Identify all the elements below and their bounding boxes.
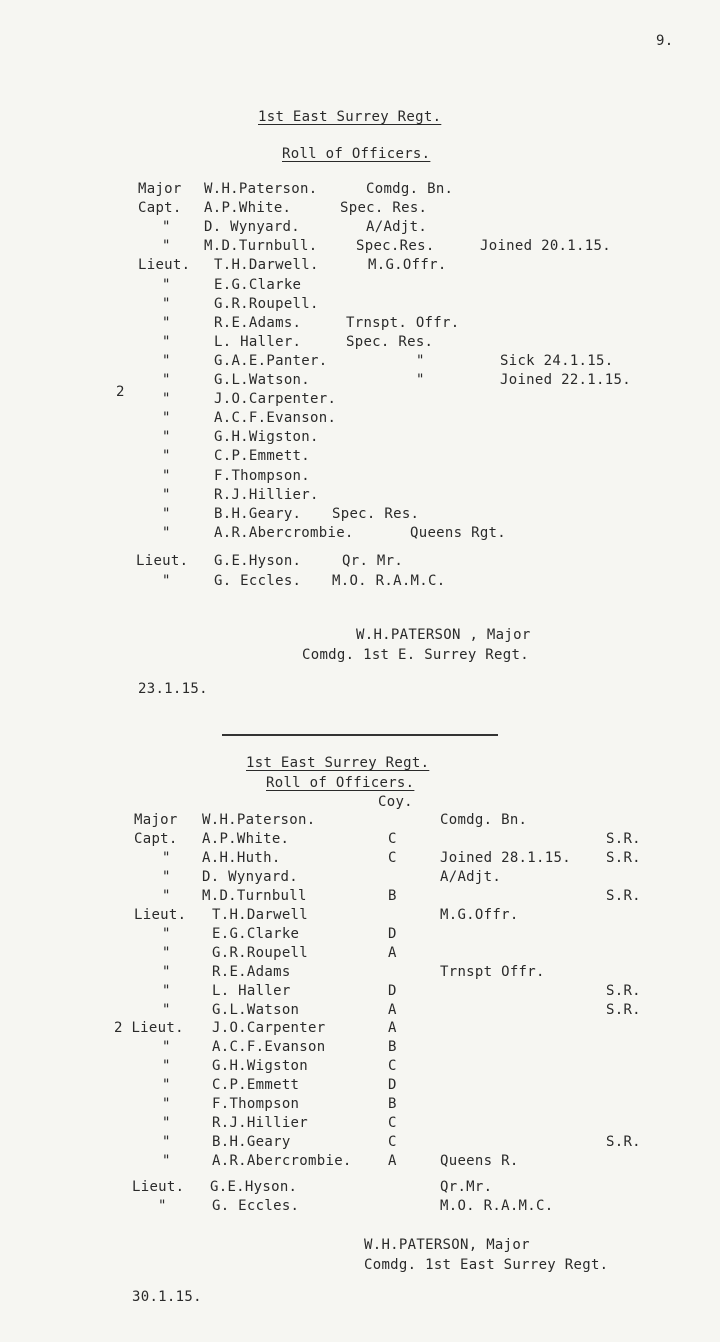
roll1-note: Spec. Res. — [332, 506, 420, 522]
roll2-officer-name: T.H.Darwell — [212, 907, 309, 923]
roll2-rank: " — [162, 1134, 171, 1150]
roll2-rank: " — [162, 964, 171, 980]
roll2-qm-name: G.E.Hyson. — [210, 1179, 298, 1195]
roll2-coy: C — [388, 850, 397, 866]
roll1-officer-name: L. Haller. — [214, 334, 302, 350]
roll2-officer-name: C.P.Emmett — [212, 1077, 300, 1093]
roll2-qm-name: G. Eccles. — [212, 1198, 300, 1214]
roll2-subheading: Roll of Officers. — [266, 775, 415, 791]
roll2-officer-name: D. Wynyard. — [202, 869, 299, 885]
roll2-officer-name: B.H.Geary — [212, 1134, 291, 1150]
roll2-note: M.G.Offr. — [440, 907, 519, 923]
roll1-qm-note: Qr. Mr. — [342, 553, 404, 569]
roll1-officer-name: G.L.Watson. — [214, 372, 311, 388]
roll1-officer-name: A.R.Abercrombie. — [214, 525, 354, 541]
roll1-rank: " — [162, 487, 171, 503]
roll2-officer-name: A.P.White. — [202, 831, 290, 847]
roll2-rank: " — [162, 926, 171, 942]
roll1-qm-rank: " — [162, 573, 171, 589]
roll1-officer-name: D. Wynyard. — [204, 219, 301, 235]
roll2-officer-name: E.G.Clarke — [212, 926, 300, 942]
roll1-officer-name: T.H.Darwell. — [214, 257, 319, 273]
roll1-note: Spec.Res. — [356, 238, 435, 254]
roll2-officer-name: M.D.Turnbull — [202, 888, 307, 904]
roll2-officer-name: G.R.Roupell — [212, 945, 309, 961]
roll2-rank: Capt. — [134, 831, 178, 847]
roll1-qm-name: G.E.Hyson. — [214, 553, 302, 569]
roll2-signature-title: Comdg. 1st East Surrey Regt. — [364, 1257, 609, 1273]
roll2-heading: 1st East Surrey Regt. — [246, 755, 430, 771]
roll1-extra-note: Joined 22.1.15. — [500, 372, 631, 388]
roll1-note: Trnspt. Offr. — [346, 315, 460, 331]
roll2-officer-name: L. Haller — [212, 983, 291, 999]
roll1-officer-name: W.H.Paterson. — [204, 181, 318, 197]
roll2-reserve: S.R. — [606, 831, 641, 847]
roll1-rank: " — [162, 238, 171, 254]
roll1-rank: " — [162, 315, 171, 331]
roll2-rank: " — [162, 1153, 171, 1169]
roll1-officer-name: J.O.Carpenter. — [214, 391, 337, 407]
roll1-rank: Capt. — [138, 200, 182, 216]
roll2-officer-name: G.L.Watson — [212, 1002, 300, 1018]
roll1-officer-name: G.A.E.Panter. — [214, 353, 328, 369]
roll1-officer-name: R.J.Hillier. — [214, 487, 319, 503]
roll1-rank: " — [162, 506, 171, 522]
roll2-qm-rank: " — [158, 1198, 167, 1214]
roll2-qm-rank: Lieut. — [132, 1179, 185, 1195]
roll2-qm-note: Qr.Mr. — [440, 1179, 493, 1195]
roll2-reserve: S.R. — [606, 983, 641, 999]
roll1-rank: " — [162, 468, 171, 484]
page-number: 9. — [656, 33, 674, 49]
roll2-rank: Lieut. — [134, 907, 187, 923]
roll1-note: A/Adjt. — [366, 219, 428, 235]
roll2-coy: C — [388, 1115, 397, 1131]
roll2-rank: " — [162, 850, 171, 866]
roll2-coy: D — [388, 983, 397, 999]
roll2-rank: Major — [134, 812, 178, 828]
roll1-rank: " — [162, 410, 171, 426]
roll2-coy: A — [388, 1002, 397, 1018]
roll2-note: Comdg. Bn. — [440, 812, 528, 828]
roll1-rank: " — [162, 525, 171, 541]
roll2-rank: " — [162, 1058, 171, 1074]
roll1-rank: " — [162, 296, 171, 312]
roll2-coy: A — [388, 1020, 397, 1036]
roll1-officer-name: A.C.F.Evanson. — [214, 410, 337, 426]
roll2-reserve: S.R. — [606, 888, 641, 904]
roll1-officer-name: E.G.Clarke — [214, 277, 302, 293]
roll1-rank: " — [162, 219, 171, 235]
roll1-rank: " — [162, 448, 171, 464]
roll2-note: Trnspt Offr. — [440, 964, 545, 980]
roll2-note: A/Adjt. — [440, 869, 502, 885]
roll1-officer-name: B.H.Geary. — [214, 506, 302, 522]
roll2-officer-name: F.Thompson — [212, 1096, 300, 1112]
roll2-date: 30.1.15. — [132, 1289, 202, 1305]
roll1-rank: " — [162, 353, 171, 369]
roll2-officer-name: A.R.Abercrombie. — [212, 1153, 352, 1169]
roll2-officer-name: G.H.Wigston — [212, 1058, 309, 1074]
roll2-note: Joined 28.1.15. — [440, 850, 571, 866]
roll2-reserve: S.R. — [606, 1002, 641, 1018]
roll2-officer-name: R.E.Adams — [212, 964, 291, 980]
roll2-rank: " — [162, 869, 171, 885]
roll2-rank: " — [162, 1039, 171, 1055]
roll1-rank: Major — [138, 181, 182, 197]
roll2-rank: 2 Lieut. — [114, 1020, 184, 1036]
roll1-officer-name: C.P.Emmett. — [214, 448, 311, 464]
roll2-coy: A — [388, 1153, 397, 1169]
roll2-reserve: S.R. — [606, 1134, 641, 1150]
roll1-note: " — [416, 353, 425, 369]
roll1-rank: " — [162, 391, 171, 407]
roll2-rank: " — [162, 1002, 171, 1018]
roll1-officer-name: A.P.White. — [204, 200, 292, 216]
roll1-heading: 1st East Surrey Regt. — [258, 109, 442, 125]
roll2-officer-name: R.J.Hillier — [212, 1115, 309, 1131]
roll2-rank: " — [162, 888, 171, 904]
roll2-officer-name: W.H.Paterson. — [202, 812, 316, 828]
roll2-coy: B — [388, 888, 397, 904]
roll2-rank: " — [162, 1115, 171, 1131]
roll1-note: " — [416, 372, 425, 388]
roll2-qm-note: M.O. R.A.M.C. — [440, 1198, 554, 1214]
roll2-rank: " — [162, 1096, 171, 1112]
roll1-officer-name: F.Thompson. — [214, 468, 311, 484]
roll2-coy: C — [388, 1134, 397, 1150]
roll2-coy: D — [388, 1077, 397, 1093]
roll2-note: Queens R. — [440, 1153, 519, 1169]
roll2-coy: D — [388, 926, 397, 942]
roll2-officer-name: A.H.Huth. — [202, 850, 281, 866]
roll1-officer-name: G.H.Wigston. — [214, 429, 319, 445]
roll1-subheading: Roll of Officers. — [282, 146, 431, 162]
roll2-coy: A — [388, 945, 397, 961]
roll1-officer-name: R.E.Adams. — [214, 315, 302, 331]
roll1-rank: " — [162, 277, 171, 293]
roll2-coy: B — [388, 1039, 397, 1055]
roll2-coy: B — [388, 1096, 397, 1112]
roll1-margin-note: 2 — [116, 384, 125, 400]
roll2-coy: C — [388, 1058, 397, 1074]
roll1-date: 23.1.15. — [138, 681, 208, 697]
roll2-coy: C — [388, 831, 397, 847]
roll2-coy-header: Coy. — [378, 794, 413, 810]
roll1-rank: " — [162, 429, 171, 445]
section-divider — [222, 734, 498, 736]
roll1-officer-name: G.R.Roupell. — [214, 296, 319, 312]
roll2-reserve: S.R. — [606, 850, 641, 866]
roll1-note: Spec. Res. — [340, 200, 428, 216]
roll1-note: Queens Rgt. — [410, 525, 507, 541]
roll1-signature-title: Comdg. 1st E. Surrey Regt. — [302, 647, 529, 663]
roll1-note: Comdg. Bn. — [366, 181, 454, 197]
roll1-note: Spec. Res. — [346, 334, 434, 350]
roll2-officer-name: A.C.F.Evanson — [212, 1039, 326, 1055]
roll1-rank: " — [162, 372, 171, 388]
roll1-extra-note: Sick 24.1.15. — [500, 353, 614, 369]
roll1-signature: W.H.PATERSON , Major — [356, 627, 531, 643]
roll1-qm-name: G. Eccles. — [214, 573, 302, 589]
roll2-rank: " — [162, 945, 171, 961]
roll2-officer-name: J.O.Carpenter — [212, 1020, 326, 1036]
roll1-qm-note: M.O. R.A.M.C. — [332, 573, 446, 589]
roll2-signature: W.H.PATERSON, Major — [364, 1237, 530, 1253]
roll2-rank: " — [162, 1077, 171, 1093]
roll1-qm-rank: Lieut. — [136, 553, 189, 569]
roll1-rank: " — [162, 334, 171, 350]
roll1-rank: Lieut. — [138, 257, 191, 273]
roll1-extra-note: Joined 20.1.15. — [480, 238, 611, 254]
roll1-officer-name: M.D.Turnbull. — [204, 238, 318, 254]
roll1-note: M.G.Offr. — [368, 257, 447, 273]
roll2-rank: " — [162, 983, 171, 999]
